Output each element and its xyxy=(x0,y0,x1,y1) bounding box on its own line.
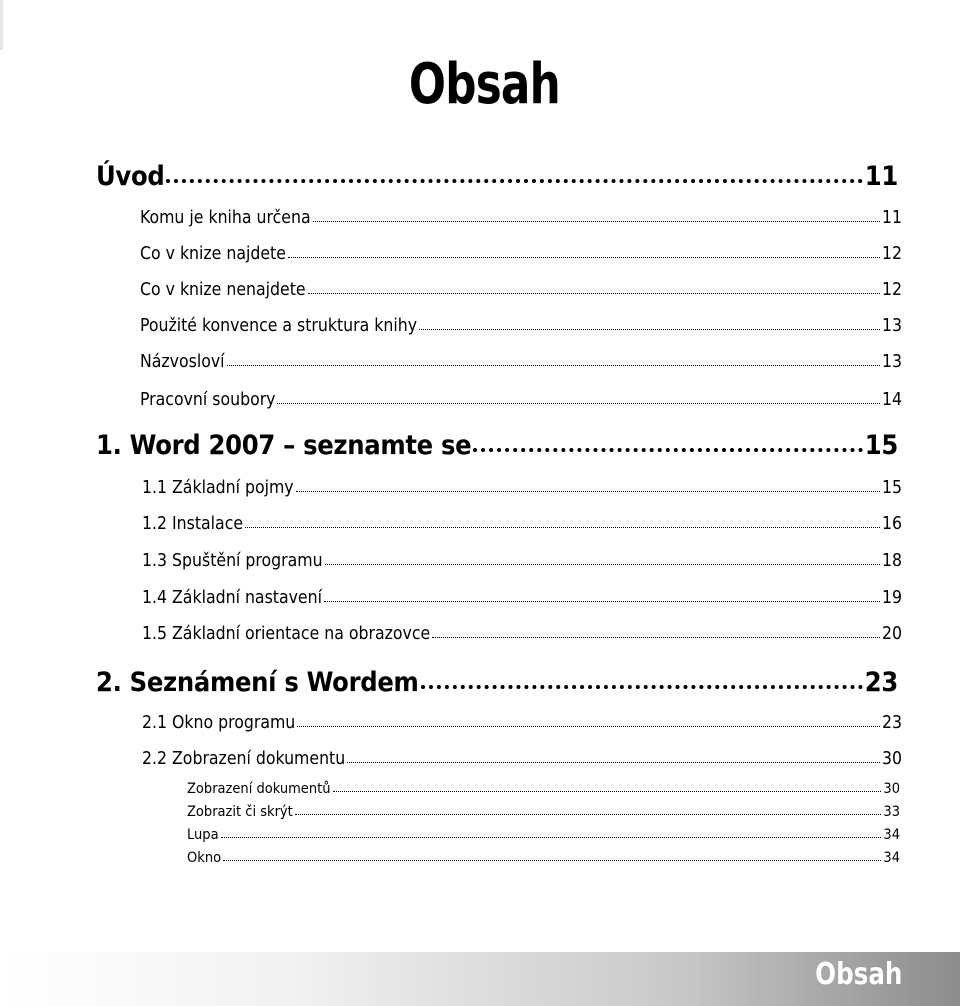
dot-leader xyxy=(288,257,880,258)
toc-entry-page: 14 xyxy=(881,390,902,410)
dot-leader xyxy=(347,762,880,763)
toc-subentry[interactable] xyxy=(187,804,900,820)
toc-entry-label: 2. Seznámení s Wordem xyxy=(96,667,419,698)
toc-entry-label: Okno xyxy=(187,850,222,866)
toc-entry-label: 2.2 Zobrazení dokumentu xyxy=(142,749,346,769)
toc-subentry[interactable] xyxy=(187,827,900,843)
toc-chapter-2[interactable] xyxy=(96,667,898,698)
toc-entry-page: 33 xyxy=(883,804,900,820)
toc-entry-page: 19 xyxy=(881,588,902,608)
dot-leader xyxy=(308,293,880,294)
footer-section-label: Obsah xyxy=(814,957,902,992)
toc-subentry[interactable] xyxy=(187,850,900,866)
toc-entry[interactable] xyxy=(142,478,902,498)
toc-chapter-uvod[interactable] xyxy=(96,161,898,192)
toc-entry-page: 11 xyxy=(881,208,902,228)
toc-entry-label: Co v knize nenajdete xyxy=(140,280,306,300)
toc-entry[interactable] xyxy=(140,244,902,264)
toc-entry-page: 15 xyxy=(864,430,898,461)
toc-entry-page: 13 xyxy=(881,316,902,336)
toc-chapter-1[interactable] xyxy=(96,430,898,461)
dot-leader xyxy=(223,860,881,861)
toc-entry-label: 1.4 Základní nastavení xyxy=(142,588,322,608)
toc-entry-page: 30 xyxy=(881,749,902,769)
dot-leader xyxy=(227,365,880,366)
toc-entry[interactable] xyxy=(142,588,902,608)
toc-entry[interactable] xyxy=(140,280,902,300)
toc-entry-label: 1. Word 2007 – seznamte se xyxy=(96,430,472,461)
dot-leader xyxy=(324,601,880,602)
toc-entry[interactable] xyxy=(142,749,902,769)
toc-entry[interactable] xyxy=(142,551,902,571)
toc-entry-page: 34 xyxy=(883,850,900,866)
toc-entry[interactable] xyxy=(140,208,902,228)
toc-entry-label: Co v knize najdete xyxy=(140,244,286,264)
toc-entry-label: Použité konvence a struktura knihy xyxy=(140,316,418,336)
dot-leader xyxy=(245,527,880,528)
toc-entry-label: Zobrazení dokumentů xyxy=(187,781,331,797)
dot-leader xyxy=(295,814,882,815)
dot-leader xyxy=(166,179,862,183)
toc-entry[interactable] xyxy=(142,624,902,644)
toc-entry-page: 12 xyxy=(881,244,902,264)
toc-entry-label: Úvod xyxy=(96,161,165,192)
toc-entry-page: 23 xyxy=(881,713,902,733)
toc-entry-label: Lupa xyxy=(187,827,219,843)
toc-entry[interactable] xyxy=(140,316,902,336)
toc-subentry[interactable] xyxy=(187,781,900,797)
toc-entry-page: 23 xyxy=(864,667,898,698)
toc-entry-label: 1.5 Základní orientace na obrazovce xyxy=(142,624,431,644)
dot-leader xyxy=(421,685,863,689)
toc-entry-page: 34 xyxy=(883,827,900,843)
page-title: Obsah xyxy=(408,52,560,117)
toc-entry-label: Názvosloví xyxy=(140,352,225,372)
toc-entry[interactable] xyxy=(142,713,902,733)
dot-leader xyxy=(296,491,880,492)
toc-entry-label: Zobrazit či skrýt xyxy=(187,804,293,820)
toc-entry-label: Pracovní soubory xyxy=(140,390,276,410)
dot-leader xyxy=(277,403,879,404)
dot-leader xyxy=(325,564,880,565)
toc-entry-page: 15 xyxy=(881,478,902,498)
toc-entry-label: 1.3 Spuštění programu xyxy=(142,551,323,571)
toc-entry[interactable] xyxy=(140,390,902,410)
toc-entry-page: 30 xyxy=(883,781,900,797)
toc-entry[interactable] xyxy=(140,352,902,372)
dot-leader xyxy=(313,221,880,222)
dot-leader xyxy=(221,837,882,838)
toc-entry-page: 16 xyxy=(881,514,902,534)
toc-entry-page: 20 xyxy=(881,624,902,644)
toc-entry-label: Komu je kniha určena xyxy=(140,208,311,228)
toc-entry-page: 12 xyxy=(881,280,902,300)
dot-leader xyxy=(432,637,880,638)
dot-leader xyxy=(297,726,880,727)
dot-leader xyxy=(333,791,882,792)
toc-entry-label: 1.2 Instalace xyxy=(142,514,244,534)
toc-entry-label: 2.1 Okno programu xyxy=(142,713,296,733)
dot-leader xyxy=(419,329,880,330)
toc-entry-label: 1.1 Základní pojmy xyxy=(142,478,294,498)
toc-entry-page: 13 xyxy=(881,352,902,372)
toc-entry-page: 18 xyxy=(881,551,902,571)
toc-entry[interactable] xyxy=(142,514,902,534)
toc-entry-page: 11 xyxy=(864,161,898,192)
dot-leader xyxy=(473,448,862,452)
